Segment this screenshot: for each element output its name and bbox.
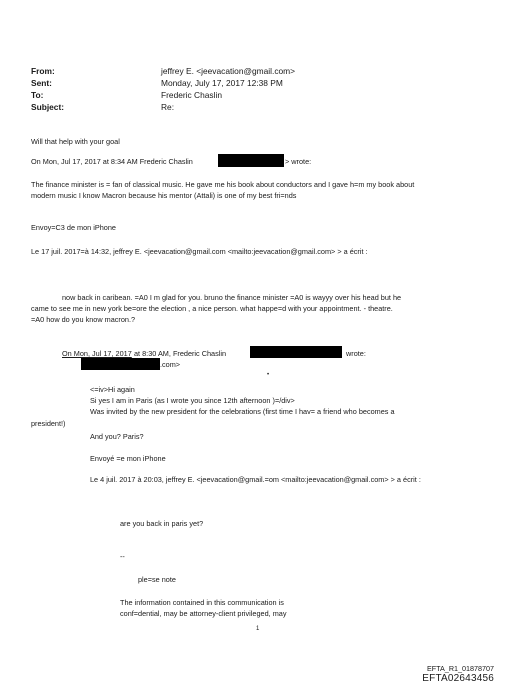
subject-value: Re: — [161, 102, 175, 112]
caribean-line-1: now back in caribean. =A0 I m glad for you. bruno the finance minister =A0 is wayyy over his head but he — [62, 293, 402, 302]
redaction-box-3 — [81, 358, 160, 370]
reply-line: Will that help with your goal — [31, 137, 120, 146]
finance-line-2: modern music I know Macron because his mentor (Attali) is one of my best fri=nds — [31, 191, 297, 200]
info-line-1: The information contained in this communication is — [120, 598, 284, 607]
footer-id-2: EFTA02643456 — [422, 673, 494, 684]
footer-id-1: EFTA_R1_01878707 — [427, 664, 494, 673]
invited-line: Was invited by the new president for the celebrations (first time I hav= a friend who becomes a — [90, 407, 395, 416]
stray-mark: • — [267, 372, 270, 378]
le17-line: Le 17 juil. 2017=à 14:32, jeffrey E. <jeevacation@gmail.com <mailto:jeevacation@gmail.com> > a écrit : — [31, 247, 368, 256]
subject-label: Subject: — [31, 102, 65, 112]
le4-line: Le 4 juil. 2017 à 20:03, jeffrey E. <jeevacation@gmail.=om <mailto:jeevacation@gmail.com> > a écrit : — [90, 475, 421, 484]
signature-dash: -- — [120, 552, 125, 561]
caribean-line-3: =A0 how do you know macron.? — [31, 315, 136, 324]
quote-header-2-com: .com> — [160, 360, 181, 369]
envoy-line: Envoy=C3 de mon iPhone — [31, 223, 116, 232]
from-value: jeffrey E. <jeevacation@gmail.com> — [161, 66, 296, 76]
quote-header-1-pre: On Mon, Jul 17, 2017 at 8:34 AM Frederic Chaslin — [31, 157, 193, 166]
info-line-2: conf=dential, may be attorney-client privileged, may — [120, 609, 287, 618]
sent-value: Monday, July 17, 2017 12:38 PM — [161, 78, 283, 88]
from-label: From: — [31, 66, 55, 76]
redaction-box-1 — [218, 154, 284, 167]
to-value: Frederic Chaslin — [161, 90, 222, 100]
envoye-line: Envoyé =e mon iPhone — [90, 454, 166, 463]
finance-line-1: The finance minister is = fan of classical music. He gave me his book about conductors and I gave h=m my book about — [31, 180, 415, 189]
sent-label: Sent: — [31, 78, 52, 88]
quote-header-2-mid: at 8:30 AM, Frederic Chaslin — [134, 349, 227, 358]
and-you-line: And you? Paris? — [90, 432, 144, 441]
please-note-line: ple=se note — [138, 575, 176, 584]
redaction-box-2 — [250, 346, 342, 358]
president-line: president!) — [31, 419, 66, 428]
hi-again-line: <=iv>Hi again — [90, 385, 135, 394]
page-number: 1 — [256, 626, 260, 632]
paris-line: Si yes I am in Paris (as I wrote you since 12th afternoon )=/div> — [90, 396, 295, 405]
quote-header-2-post: wrote: — [346, 349, 366, 358]
back-paris-line: are you back in paris yet? — [120, 519, 204, 528]
caribean-line-2: came to see me in new york be=ore the election , a nice person. what happe=d with your appointment. - theatre. — [31, 304, 393, 313]
quote-header-1-post: > wrote: — [285, 157, 312, 166]
quote-header-2-date: On Mon, Jul 17, 2017 — [62, 349, 132, 358]
to-label: To: — [31, 90, 44, 100]
